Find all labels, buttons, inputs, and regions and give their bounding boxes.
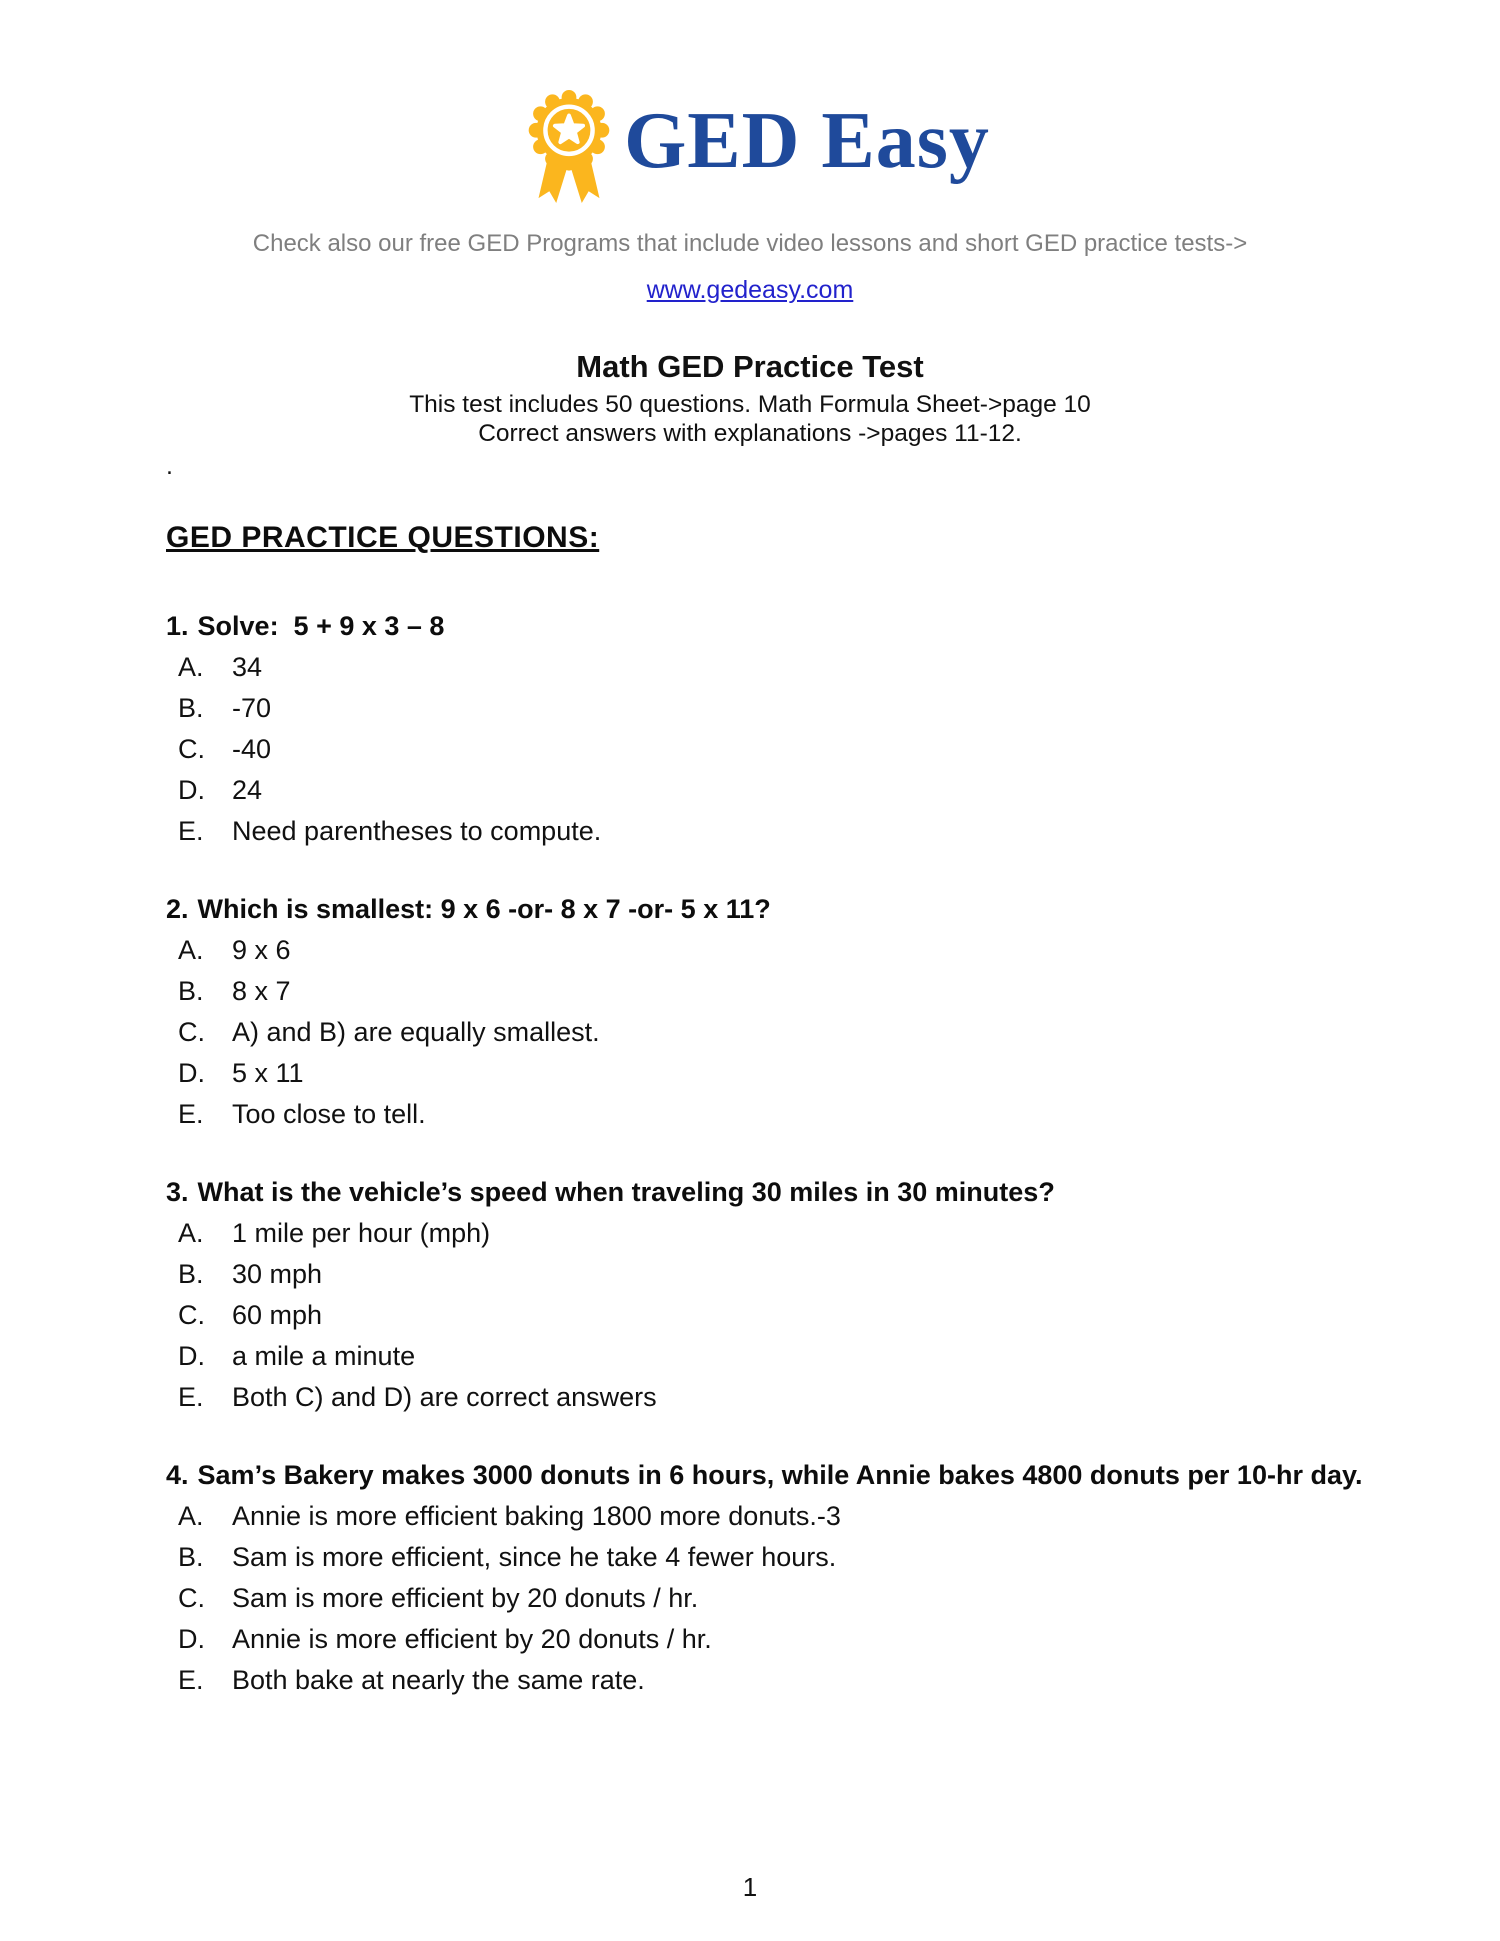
question-4-option-c [166,1578,1400,1619]
question-4-option-d [166,1619,1400,1660]
question-3-option-c [166,1295,1400,1336]
question-number: 2. [166,894,189,924]
option-letter: E. [178,1665,204,1695]
logo [0,78,1500,214]
question-4-option-a [166,1496,1400,1537]
title-subtitles [0,390,1500,448]
option-letter: D. [178,1341,205,1371]
option-letter: E. [178,1099,204,1129]
option-letter: E. [178,816,204,846]
question-2-option-d [166,1053,1400,1094]
option-letter: C. [178,734,205,764]
question-2-option-c [166,1012,1400,1053]
stray-period: . [166,452,173,480]
option-text: Both bake at nearly the same rate. [232,1665,645,1695]
option-text: 1 mile per hour (mph) [232,1218,491,1248]
question-2-option-e [166,1094,1400,1135]
question-1-option-c [166,729,1400,770]
option-letter: B. [178,976,204,1006]
section-heading: GED PRACTICE QUESTIONS: [166,521,600,554]
question-2 [166,889,1400,1135]
question-text: Sam’s Bakery makes 3000 donuts in 6 hours, while Annie bakes 4800 donuts per 10-hr day. [197,1460,1363,1490]
question-number: 3. [166,1177,189,1207]
question-4-option-e [166,1660,1400,1701]
question-2-header [166,889,1400,930]
question-3-option-b [166,1254,1400,1295]
option-text: a mile a minute [232,1341,416,1371]
option-letter: B. [178,1542,204,1572]
option-text: 60 mph [232,1300,323,1330]
option-text: 30 mph [232,1259,323,1289]
option-text: Annie is more efficient by 20 donuts / hr. [232,1624,712,1654]
question-number: 4. [166,1460,189,1490]
award-badge-icon [510,78,628,214]
question-1-option-d [166,770,1400,811]
option-text: 9 x 6 [232,935,291,965]
page-title: Math GED Practice Test [576,349,924,384]
question-1 [166,606,1400,852]
option-letter: C. [178,1583,205,1613]
subtitle-line-1: This test includes 50 questions. Math Formula Sheet->page 10 [409,391,1091,418]
question-2-option-b [166,971,1400,1012]
option-text: Sam is more efficient, since he take 4 fewer hours. [232,1542,837,1572]
option-letter: A. [178,652,204,682]
subtitle-line-2: Correct answers with explanations ->pages 11-12. [478,420,1022,447]
promo-text: Check also our free GED Programs that include video lessons and short GED practice tests-> [252,230,1248,257]
option-letter: B. [178,1259,204,1289]
option-text: Too close to tell. [232,1099,426,1129]
question-3-option-a [166,1213,1400,1254]
question-text: What is the vehicle’s speed when traveling 30 miles in 30 minutes? [197,1177,1055,1207]
option-text: 34 [232,652,263,682]
option-letter: A. [178,1501,204,1531]
question-text: Which is smallest: 9 x 6 -or- 8 x 7 -or- 5 x 11? [197,894,771,924]
brand-name: GED Easy [624,97,990,185]
link-row [0,276,1500,305]
question-3 [166,1172,1400,1418]
option-text: Sam is more efficient by 20 donuts / hr. [232,1583,699,1613]
question-list [166,606,1400,1738]
option-letter: D. [178,1624,205,1654]
question-2-option-a [166,930,1400,971]
option-letter: A. [178,935,204,965]
option-letter: D. [178,775,205,805]
question-4-option-b [166,1537,1400,1578]
question-3-option-d [166,1336,1400,1377]
question-3-option-e [166,1377,1400,1418]
question-4 [166,1455,1400,1701]
page-number: 1 [742,1872,758,1902]
option-letter: D. [178,1058,205,1088]
option-letter: E. [178,1382,204,1412]
question-1-header [166,606,1400,647]
option-text: Need parentheses to compute. [232,816,602,846]
option-letter: C. [178,1300,205,1330]
question-1-option-a [166,647,1400,688]
option-text: A) and B) are equally smallest. [232,1017,600,1047]
option-text: Both C) and D) are correct answers [232,1382,657,1412]
option-letter: A. [178,1218,204,1248]
option-text: 8 x 7 [232,976,291,1006]
question-3-header [166,1172,1400,1213]
option-text: Annie is more efficient baking 1800 more donuts.-3 [232,1501,841,1531]
option-letter: C. [178,1017,205,1047]
question-4-header [166,1455,1400,1496]
option-text: -40 [232,734,272,764]
website-link[interactable]: www.gedeasy.com [646,276,854,304]
option-text: 5 x 11 [232,1058,304,1088]
option-text: -70 [232,693,272,723]
question-number: 1. [166,611,189,641]
question-text: Solve: 5 + 9 x 3 – 8 [197,611,445,641]
question-1-option-e [166,811,1400,852]
option-text: 24 [232,775,263,805]
question-1-option-b [166,688,1400,729]
option-letter: B. [178,693,204,723]
